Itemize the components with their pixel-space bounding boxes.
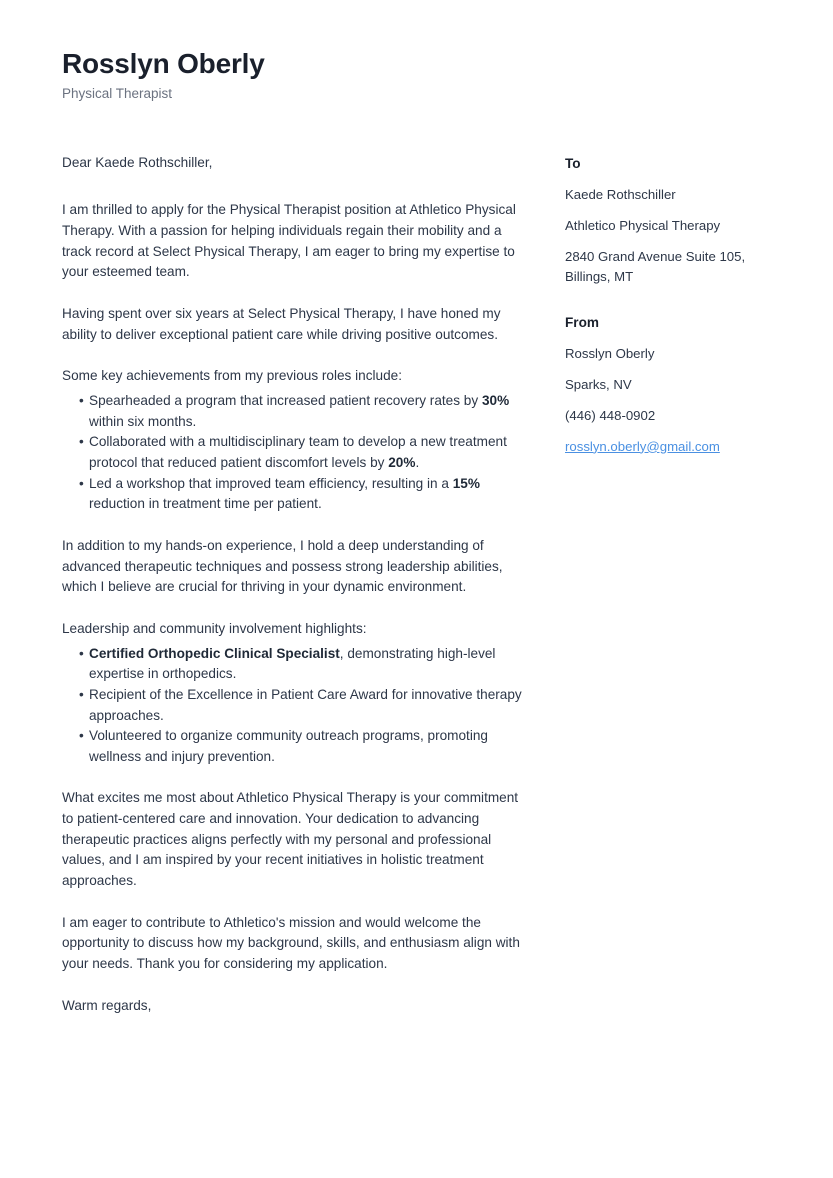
sender-location: Sparks, NV [565, 377, 632, 393]
job-title-subtitle: Physical Therapist [62, 86, 173, 102]
recipient-company: Athletico Physical Therapy [565, 218, 721, 234]
body-paragraph-2: Having spent over six years at Select Physical Therapy, I have honed my ability to deliver exceptional patient care while driving positive outcomes. [62, 306, 501, 342]
list-item: • Spearheaded a program that increased patient recovery rates by 30% within six months. [62, 391, 524, 432]
list-item: • Volunteered to organize community outreach programs, promoting wellness and injury prevention. [62, 726, 524, 767]
achievements-intro: Some key achievements from my previous roles include: [62, 368, 402, 384]
recipient-address: 2840 Grand Avenue Suite 105, Billings, MT [565, 249, 746, 284]
page-title: Rosslyn Oberly [62, 48, 265, 79]
letter-header [62, 48, 771, 103]
list-item-lead: Certified Orthopedic Clinical Specialist [89, 645, 340, 661]
sign-off: Warm regards, [62, 997, 152, 1013]
salutation: Dear Kaede Rothschiller, [62, 154, 213, 170]
list-item: • Certified Orthopedic Clinical Specialist, demonstrating high-level expertise in orthopedics. [62, 644, 524, 685]
letter-body-column [62, 153, 524, 1017]
sender-phone: (446) 448-0902 [565, 407, 656, 423]
body-paragraph-1: I am thrilled to apply for the Physical Therapist position at Athletico Physical Therapy. With a passion for helping individuals regain their mobility and a track record at Select Physical Therapy, I am eager to bring my expertise to your esteemed team. [62, 202, 516, 280]
body-paragraph-5: I am eager to contribute to Athletico's mission and would welcome the opportunity to discuss how my background, skills, and enthusiasm align with your needs. Thank you for considering my application. [62, 914, 520, 972]
recipient-heading: To [565, 155, 581, 171]
list-item: • Collaborated with a multidisciplinary team to develop a new treatment protocol that reduced patient discomfort levels by 20%. [62, 432, 524, 473]
recipient-name: Kaede Rothschiller [565, 187, 676, 203]
body-paragraph-3: In addition to my hands-on experience, I hold a deep understanding of advanced therapeutic techniques and possess strong leadership abilities, which I believe are crucial for thriving in your dynamic environment. [62, 537, 503, 595]
sender-name: Rosslyn Oberly [565, 346, 655, 362]
sender-heading: From [565, 314, 599, 330]
list-item: • Recipient of the Excellence in Patient Care Award for innovative therapy approaches. [62, 685, 524, 726]
list-item-emphasis: 30% [481, 392, 510, 408]
list-item: • Led a workshop that improved team efficiency, resulting in a 15% reduction in treatment time per patient. [62, 474, 524, 515]
achievements-list [62, 391, 524, 515]
list-item-emphasis: 20% [388, 454, 416, 470]
letter-content [62, 153, 771, 1017]
letter-meta-column [524, 153, 771, 457]
sender-email-link[interactable]: rosslyn.oberly@gmail.com [565, 438, 720, 454]
recipient-block [565, 155, 771, 287]
body-paragraph-4: What excites me most about Athletico Physical Therapy is your commitment to patient-centered care and innovation. Your dedication to advancing therapeutic practices aligns perfectly with my personal and professional values, and I am inspired by your recent initiatives in holistic treatment approaches. [62, 790, 519, 889]
sender-block [565, 314, 771, 457]
list-item-emphasis: 15% [452, 475, 480, 491]
leadership-list [62, 644, 524, 768]
leadership-intro: Leadership and community involvement highlights: [62, 620, 367, 636]
